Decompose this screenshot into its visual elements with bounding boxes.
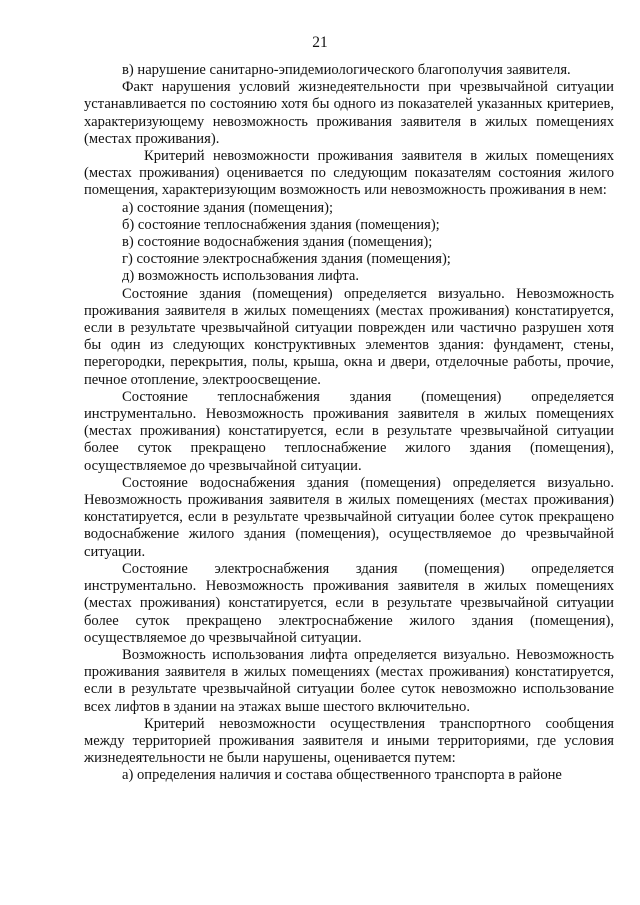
paragraph-transport-criterion: Критерий невозможности осуществления транспортного сообщения между территорией проживания заявителя и иными территориями, где условия жизнедеятельности не были нарушены, оценивается путем: [84, 715, 614, 767]
document-body [84, 62, 614, 785]
list-item: г) состояние электроснабжения здания (помещения); [122, 251, 451, 268]
paragraph-housing-criterion: Критерий невозможности проживания заявителя в жилых помещениях (местах проживания) оценивается по следующим показателям состояния жилого помещения, характеризующим возможность или невозможность проживания в нем: [84, 148, 614, 199]
paragraph-electricity-state: Состояние электроснабжения здания (помещения) определяется инструментально. Невозможность проживания заявителя в жилых помещениях (местах проживания) констатируется, если в результате чрезвычайной ситуации более суток прекращено электроснабжение жилого здания (помещения), осуществляемое до чрезвычайной ситуации. [84, 560, 614, 646]
paragraph-elevator-state: Возможность использования лифта определяется визуально. Невозможность проживания заявителя в жилых помещениях (местах проживания) констатируется, если в результате чрезвычайной ситуации более суток невозможно использование всех лифтов в здании на этажах выше шестого включительно. [84, 646, 614, 715]
list-item: д) возможность использования лифта. [122, 268, 359, 285]
housing-indicators-list [84, 200, 614, 286]
list-item: в) состояние водоснабжения здания (помещения); [122, 234, 433, 251]
page-number: 21 [312, 34, 328, 51]
paragraph-building-state: Состояние здания (помещения) определяется визуально. Невозможность проживания заявителя в жилых помещениях (местах проживания) констатируется, если в результате чрезвычайной ситуации поврежден или частично разрушен хотя бы один из следующих конструктивных элементов здания: фундамент, стены, перегородки, перекрытия, полы, крыша, окна и двери, отделочные работы, прочие, печное отопление, электроосвещение. [84, 285, 614, 388]
paragraph-public-transport: а) определения наличия и состава общественного транспорта в районе [122, 767, 562, 784]
paragraph-heating-state: Состояние теплоснабжения здания (помещения) определяется инструментально. Невозможность проживания заявителя в жилых помещениях (местах проживания) констатируется, если в результате чрезвычайной ситуации более суток прекращено теплоснабжение жилого здания (помещения), осуществляемое до чрезвычайной ситуации. [84, 388, 614, 474]
paragraph-sanitary-violation: в) нарушение санитарно-эпидемиологического благополучия заявителя. [122, 62, 571, 78]
paragraph-violation-fact: Факт нарушения условий жизнедеятельности при чрезвычайной ситуации устанавливается по состоянию хотя бы одного из показателей указанных критериев, характеризующему невозможность проживания заявителя в жилых помещениях (местах проживания). [84, 79, 614, 147]
paragraph-water-state: Состояние водоснабжения здания (помещения) определяется визуально. Невозможность проживания заявителя в жилых помещениях (местах проживания) констатируется, если в результате чрезвычайной ситуации более суток прекращено водоснабжение жилого здания (помещения), осуществляемое до чрезвычайной ситуации. [84, 474, 614, 560]
list-item: б) состояние теплоснабжения здания (помещения); [122, 216, 440, 233]
list-item: а) состояние здания (помещения); [122, 199, 334, 216]
